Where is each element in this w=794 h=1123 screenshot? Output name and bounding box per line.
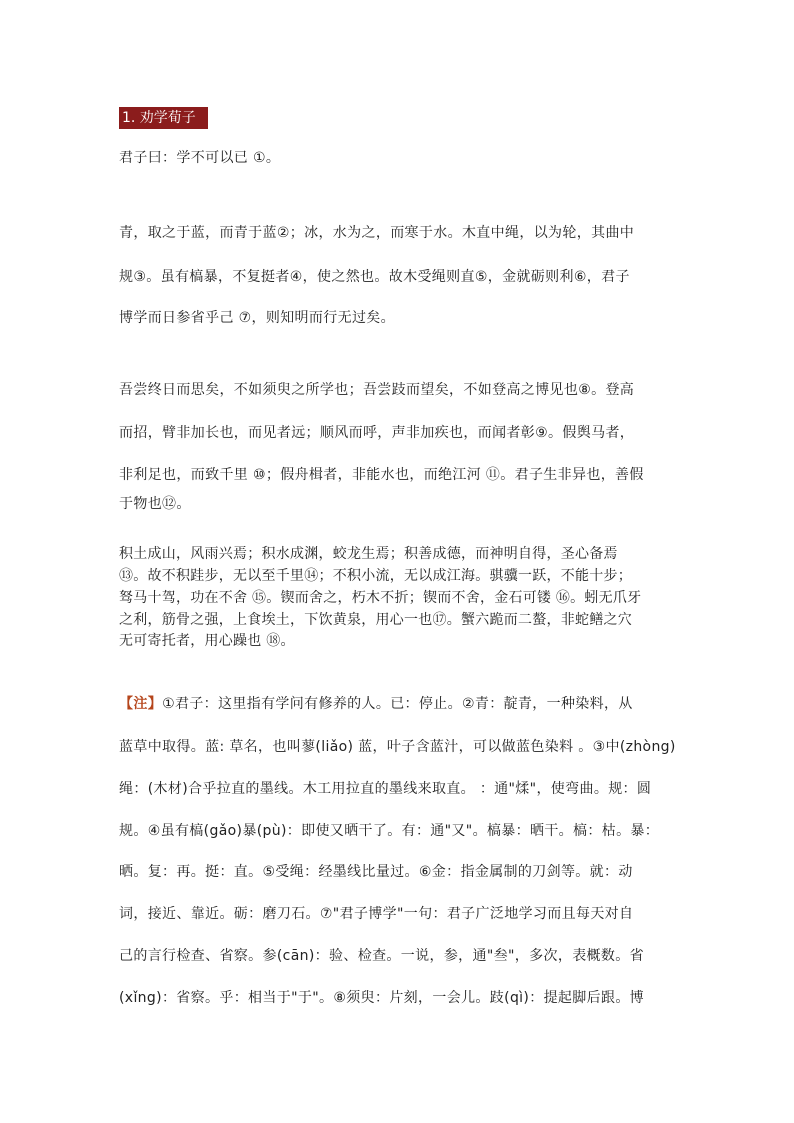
paragraph1-line-2: 规③。虽有槁暴，不复挺者④，使之然也。故木受绳则直⑤，金就砺则利⑥，君子 <box>119 269 630 285</box>
notes-label: 【注】 <box>119 696 163 712</box>
paragraph1-line-3: 博学而日参省乎己 ⑦，则知明而行无过矣。 <box>119 310 395 326</box>
paragraph2-line-4: 于物也⑫。 <box>119 496 191 512</box>
notes-line-6: 词，接近、靠近。砺：磨刀石。⑦"君子博学"一句：君子广泛地学习而且每天对自 <box>119 906 634 922</box>
intro-line: 君子曰：学不可以已 ①。 <box>119 150 281 166</box>
paragraph3-line-2: ⑬。故不积跬步，无以至千里⑭；不积小流，无以成江海。骐骥一跃，不能十步； <box>119 568 632 584</box>
notes-line-3: 绳：(木材)合乎拉直的墨线。木工用拉直的墨线来取直。 ：通"煣"，使弯曲。规：圆 <box>119 781 652 797</box>
paragraph3-line-5: 无可寄托者，用心躁也 ⑱。 <box>119 633 295 649</box>
paragraph3-line-3: 驽马十驾，功在不舍 ⑮。锲而舍之，朽木不折；锲而不舍，金石可镂 ⑯。蚓无爪牙 <box>119 590 642 606</box>
notes-line-8: (xǐng)：省察。乎：相当于"于"。⑧须臾：片刻，一会儿。跂(qì)：提起脚后跟。博 <box>119 990 645 1006</box>
notes-first-line: ①君子：这里指有学问有修养的人。已：停止。②青：靛青，一种染料，从 <box>162 696 633 712</box>
paragraph2-line-3: 非利足也，而致千里 ⑩；假舟楫者，非能水也，而绝江河 ⑪。君子生非异也，善假 <box>119 467 644 483</box>
paragraph3-line-1: 积土成山，风雨兴焉；积水成渊，蛟龙生焉；积善成德，而神明自得，圣心备焉 <box>119 546 618 562</box>
notes-line-4: 规。④虽有槁(gǎo)暴(pù)：即使又晒干了。有：通"又"。槁暴：晒干。槁：枯。暴： <box>119 823 660 839</box>
section-title: 1. 劝学荀子 <box>119 107 208 129</box>
notes-line-5: 晒。复：再。挺：直。⑤受绳：经墨线比量过。⑥金：指金属制的刀剑等。就：动 <box>119 864 633 880</box>
paragraph2-line-1: 吾尝终日而思矣，不如须臾之所学也；吾尝跂而望矣，不如登高之博见也⑧。登高 <box>119 382 635 398</box>
paragraph3-line-4: 之利，筋骨之强，上食埃土，下饮黄泉，用心一也⑰。蟹六跪而二螯，非蛇鳝之穴 <box>119 612 632 628</box>
notes-line-1 <box>119 695 633 713</box>
notes-line-2: 蓝草中取得。蓝: 草名，也叫蓼(liǎo) 蓝，叶子含蓝汁，可以做蓝色染料 。③中(zhòng) <box>119 739 676 755</box>
paragraph1-line-1: 青，取之于蓝，而青于蓝②；冰，水为之，而寒于水。木直中绳，以为轮，其曲中 <box>119 225 635 241</box>
notes-line-7: 己的言行检查、省察。参(cān)：验、检查。一说，参，通"叁"，多次，表概数。省 <box>119 948 644 964</box>
paragraph2-line-2: 而招，臂非加长也，而见者远；顺风而呼，声非加疾也，而闻者彰⑨。假舆马者， <box>119 425 635 441</box>
